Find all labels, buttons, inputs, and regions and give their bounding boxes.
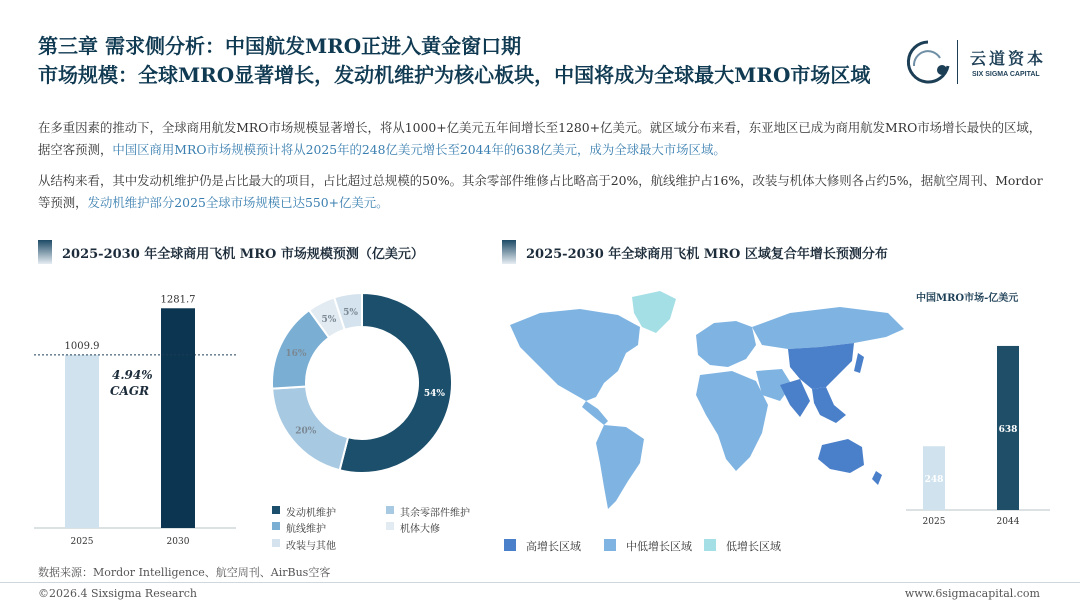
tick-label-2025: 2025 — [70, 537, 94, 547]
page-title: 第三章 需求侧分析：中国航发MRO正进入黄金窗口期 — [38, 34, 522, 58]
legend-label: 机体大修 — [400, 524, 440, 535]
map-region-south-asia — [780, 379, 810, 417]
cagr-label: CAGR — [110, 383, 150, 398]
company-logo — [900, 36, 1060, 88]
legend-swatch — [604, 539, 616, 551]
logo-text-en: SIX SIGMA CAPITAL — [972, 71, 1040, 78]
legend-swatch — [272, 506, 280, 514]
china-chart-title: 中国MRO市场-亿美元 — [916, 293, 1019, 304]
china-mro-bar-chart — [904, 300, 1054, 530]
map-region-south-america — [596, 425, 644, 509]
slice-label-4: 5% — [321, 314, 337, 325]
map-region-australia — [818, 439, 864, 473]
value-label-2025: 248 — [924, 475, 944, 486]
map-region-north-america — [510, 309, 640, 401]
value-label-2030: 1281.7 — [160, 294, 196, 306]
paragraph-1-highlight: 中国区商用MRO市场规模预计将从2025年的248亿美元增长至2044年的638亿美元，成为全球最大市场区域。 — [112, 142, 726, 157]
legend-label: 改装与其他 — [286, 541, 336, 552]
legend-label: 航线维护 — [286, 524, 326, 535]
right-section-title-text: 2025-2030 年全球商用飞机 MRO 区域复合年增长预测分布 — [526, 247, 888, 262]
map-region-europe — [696, 321, 756, 367]
footer-divider — [0, 582, 1080, 583]
bar-2025 — [65, 355, 99, 528]
legend-swatch — [272, 522, 280, 530]
slice-label-2: 20% — [295, 426, 317, 437]
map-region-north-asia — [752, 307, 904, 349]
legend-swatch — [386, 506, 394, 514]
map-region-africa — [696, 371, 768, 471]
legend-label: 发动机维护 — [286, 508, 336, 519]
map-region-japan — [854, 353, 864, 373]
global-mro-bar-chart — [30, 280, 240, 550]
map-region-central-america — [582, 401, 608, 425]
footer-copyright: ©2026.4 Sixsigma Research — [38, 587, 197, 600]
page-subtitle: 市场规模：全球MRO显著增长，发动机维护为核心板块，中国将成为全球最大MRO市场区域 — [38, 63, 871, 87]
tick-label-2025: 2025 — [922, 517, 946, 527]
footer-website: www.6sigmacapital.com — [904, 587, 1040, 600]
map-region-new-zealand — [872, 471, 882, 485]
value-label-2044: 638 — [998, 424, 1018, 435]
value-label-2025: 1009.9 — [64, 340, 100, 352]
legend-swatch — [272, 539, 280, 547]
legend-swatch — [386, 522, 394, 530]
intro-paragraph-2 — [38, 170, 1048, 214]
slice-label-5: 5% — [343, 307, 358, 318]
tick-label-2044: 2044 — [996, 517, 1020, 527]
legend-label: 其余零部件维护 — [400, 508, 470, 519]
logo-divider — [957, 40, 958, 84]
slice-label-3: 16% — [285, 348, 307, 359]
bar-2030 — [161, 308, 195, 528]
data-source: 数据来源：Mordor Intelligence、航空周刊、AirBus空客 — [38, 566, 331, 579]
section-marker — [38, 240, 52, 264]
slice-label-1: 54% — [423, 389, 445, 400]
legend-label: 中低增长区域 — [626, 540, 692, 553]
legend-swatch — [504, 539, 516, 551]
paragraph-1-text: 在多重因素的推动下，全球商用航发MRO市场规模显著增长，将从1000+亿美元五年间增长至1280+亿美元。就区域分布来看，东亚地区已成为商用航发MRO市场增长最快的区域，据空客预测， — [38, 120, 1042, 157]
paragraph-2-highlight: 发动机维护部分2025全球市场规模已达550+亿美元。 — [87, 195, 389, 210]
left-section-title-text: 2025-2030 年全球商用飞机 MRO 市场规模预测（亿美元） — [62, 247, 424, 262]
logo-mark-icon — [900, 36, 956, 88]
cagr-value: 4.94% — [112, 367, 153, 382]
legend-label: 高增长区域 — [526, 540, 581, 553]
legend-label: 低增长区域 — [726, 540, 781, 553]
legend-swatch — [704, 539, 716, 551]
logo-text-cn: 云道资本 — [970, 49, 1047, 68]
world-map — [500, 275, 910, 530]
tick-label-2030: 2030 — [166, 537, 190, 547]
paragraph-2-text: 从结构来看，其中发动机维护仍是占比最大的项目，占比超过总规模的50%。其余零部件维修占比略高于20%，航线维护占16%，改装与机体大修则各占约5%，据航空周刊、Mordor等预测， — [38, 173, 1043, 210]
mro-structure-donut-chart — [268, 288, 460, 478]
section-marker — [502, 240, 516, 264]
intro-paragraph-1 — [38, 117, 1048, 161]
map-region-southeast-asia — [812, 387, 846, 423]
